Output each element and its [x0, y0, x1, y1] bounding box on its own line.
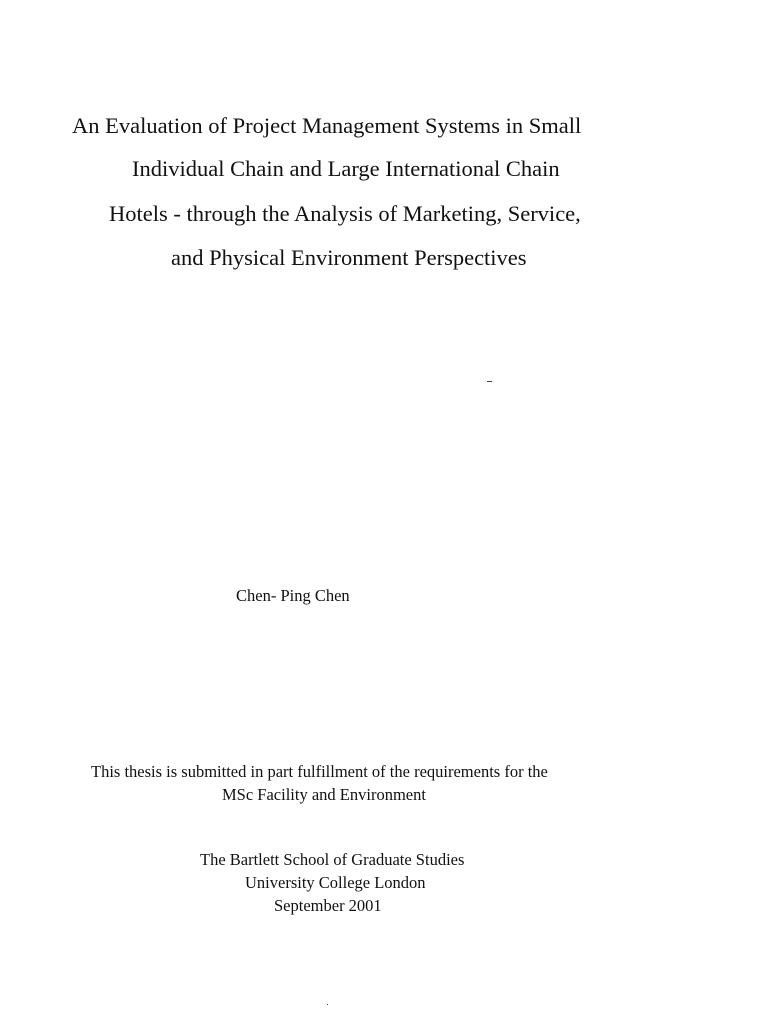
title-line-3: Hotels - through the Analysis of Marketing, Service, — [109, 201, 581, 226]
submission-date: September 2001 — [274, 896, 382, 915]
submission-line-2: MSc Facility and Environment — [222, 785, 426, 804]
title-line-2: Individual Chain and Large International Chain — [132, 156, 560, 181]
institution-school: The Bartlett School of Graduate Studies — [200, 850, 465, 869]
institution-university: University College London — [245, 873, 426, 892]
title-line-4: and Physical Environment Perspectives — [171, 245, 527, 270]
author-name: Chen- Ping Chen — [236, 586, 350, 605]
title-line-1: An Evaluation of Project Management Systems in Small — [72, 113, 582, 138]
stray-dash-mark — [487, 381, 492, 382]
submission-line-1: This thesis is submitted in part fulfillment of the requirements for the — [91, 762, 548, 781]
stray-dot-mark — [327, 1004, 328, 1005]
